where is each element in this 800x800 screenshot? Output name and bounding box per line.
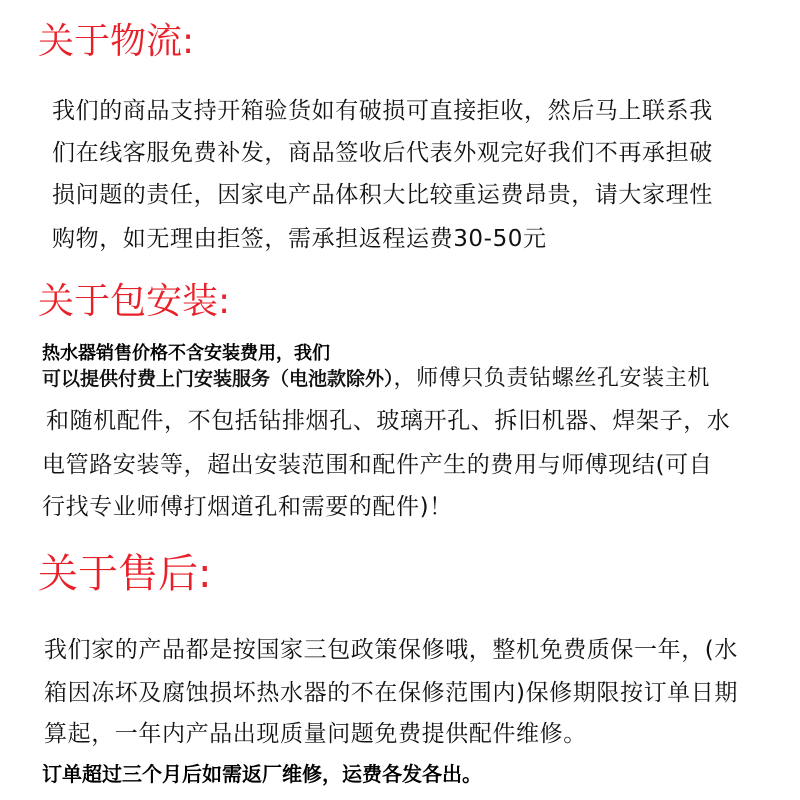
installation-line-3: 电管路安装等，超出安装范围和配件产生的费用与师傅现结(可自 xyxy=(42,452,713,478)
installation-service-bold: 可以提供付费上门安装服务（电池款除外） xyxy=(42,368,394,390)
after-sales-shipping-note: 订单超过三个月后如需返厂维修，运费各发各出。 xyxy=(42,762,482,786)
installation-service-line xyxy=(42,364,710,394)
after-sales-line-3: 算起，一年内产品出现质量问题免费提供配件维修。 xyxy=(44,721,587,747)
installation-price-note: 热水器销售价格不含安装费用，我们 xyxy=(42,343,330,364)
logistics-heading: 关于物流: xyxy=(38,21,195,62)
logistics-line-2: 们在线客服免费补发，商品签收后代表外观完好我们不再承担破 xyxy=(52,140,713,166)
installation-line-4: 行找专业师傅打烟道孔和需要的配件)！ xyxy=(42,494,453,520)
after-sales-line-2: 箱因冻坏及腐蚀损坏热水器的不在保修范围内)保修期限按订单日期 xyxy=(44,680,738,706)
after-sales-line-1: 我们家的产品都是按国家三包政策保修哦，整机免费质保一年，(水 xyxy=(44,637,738,663)
logistics-line-3: 损问题的责任，因家电产品体积大比较重运费昂贵，请大家理性 xyxy=(52,182,713,208)
installation-heading: 关于包安装: xyxy=(38,281,231,322)
logistics-line-4: 购物，如无理由拒签，需承担返程运费30-50元 xyxy=(52,226,547,252)
installation-service-rest: ，师傅只负责钻螺丝孔安装主机 xyxy=(393,366,710,391)
after-sales-heading: 关于售后: xyxy=(38,551,212,597)
installation-line-2: 和随机配件，不包括钻排烟孔、玻璃开孔、拆旧机器、焊架子，水 xyxy=(46,408,731,434)
logistics-line-1: 我们的商品支持开箱验货如有破损可直接拒收，然后马上联系我 xyxy=(52,98,713,124)
